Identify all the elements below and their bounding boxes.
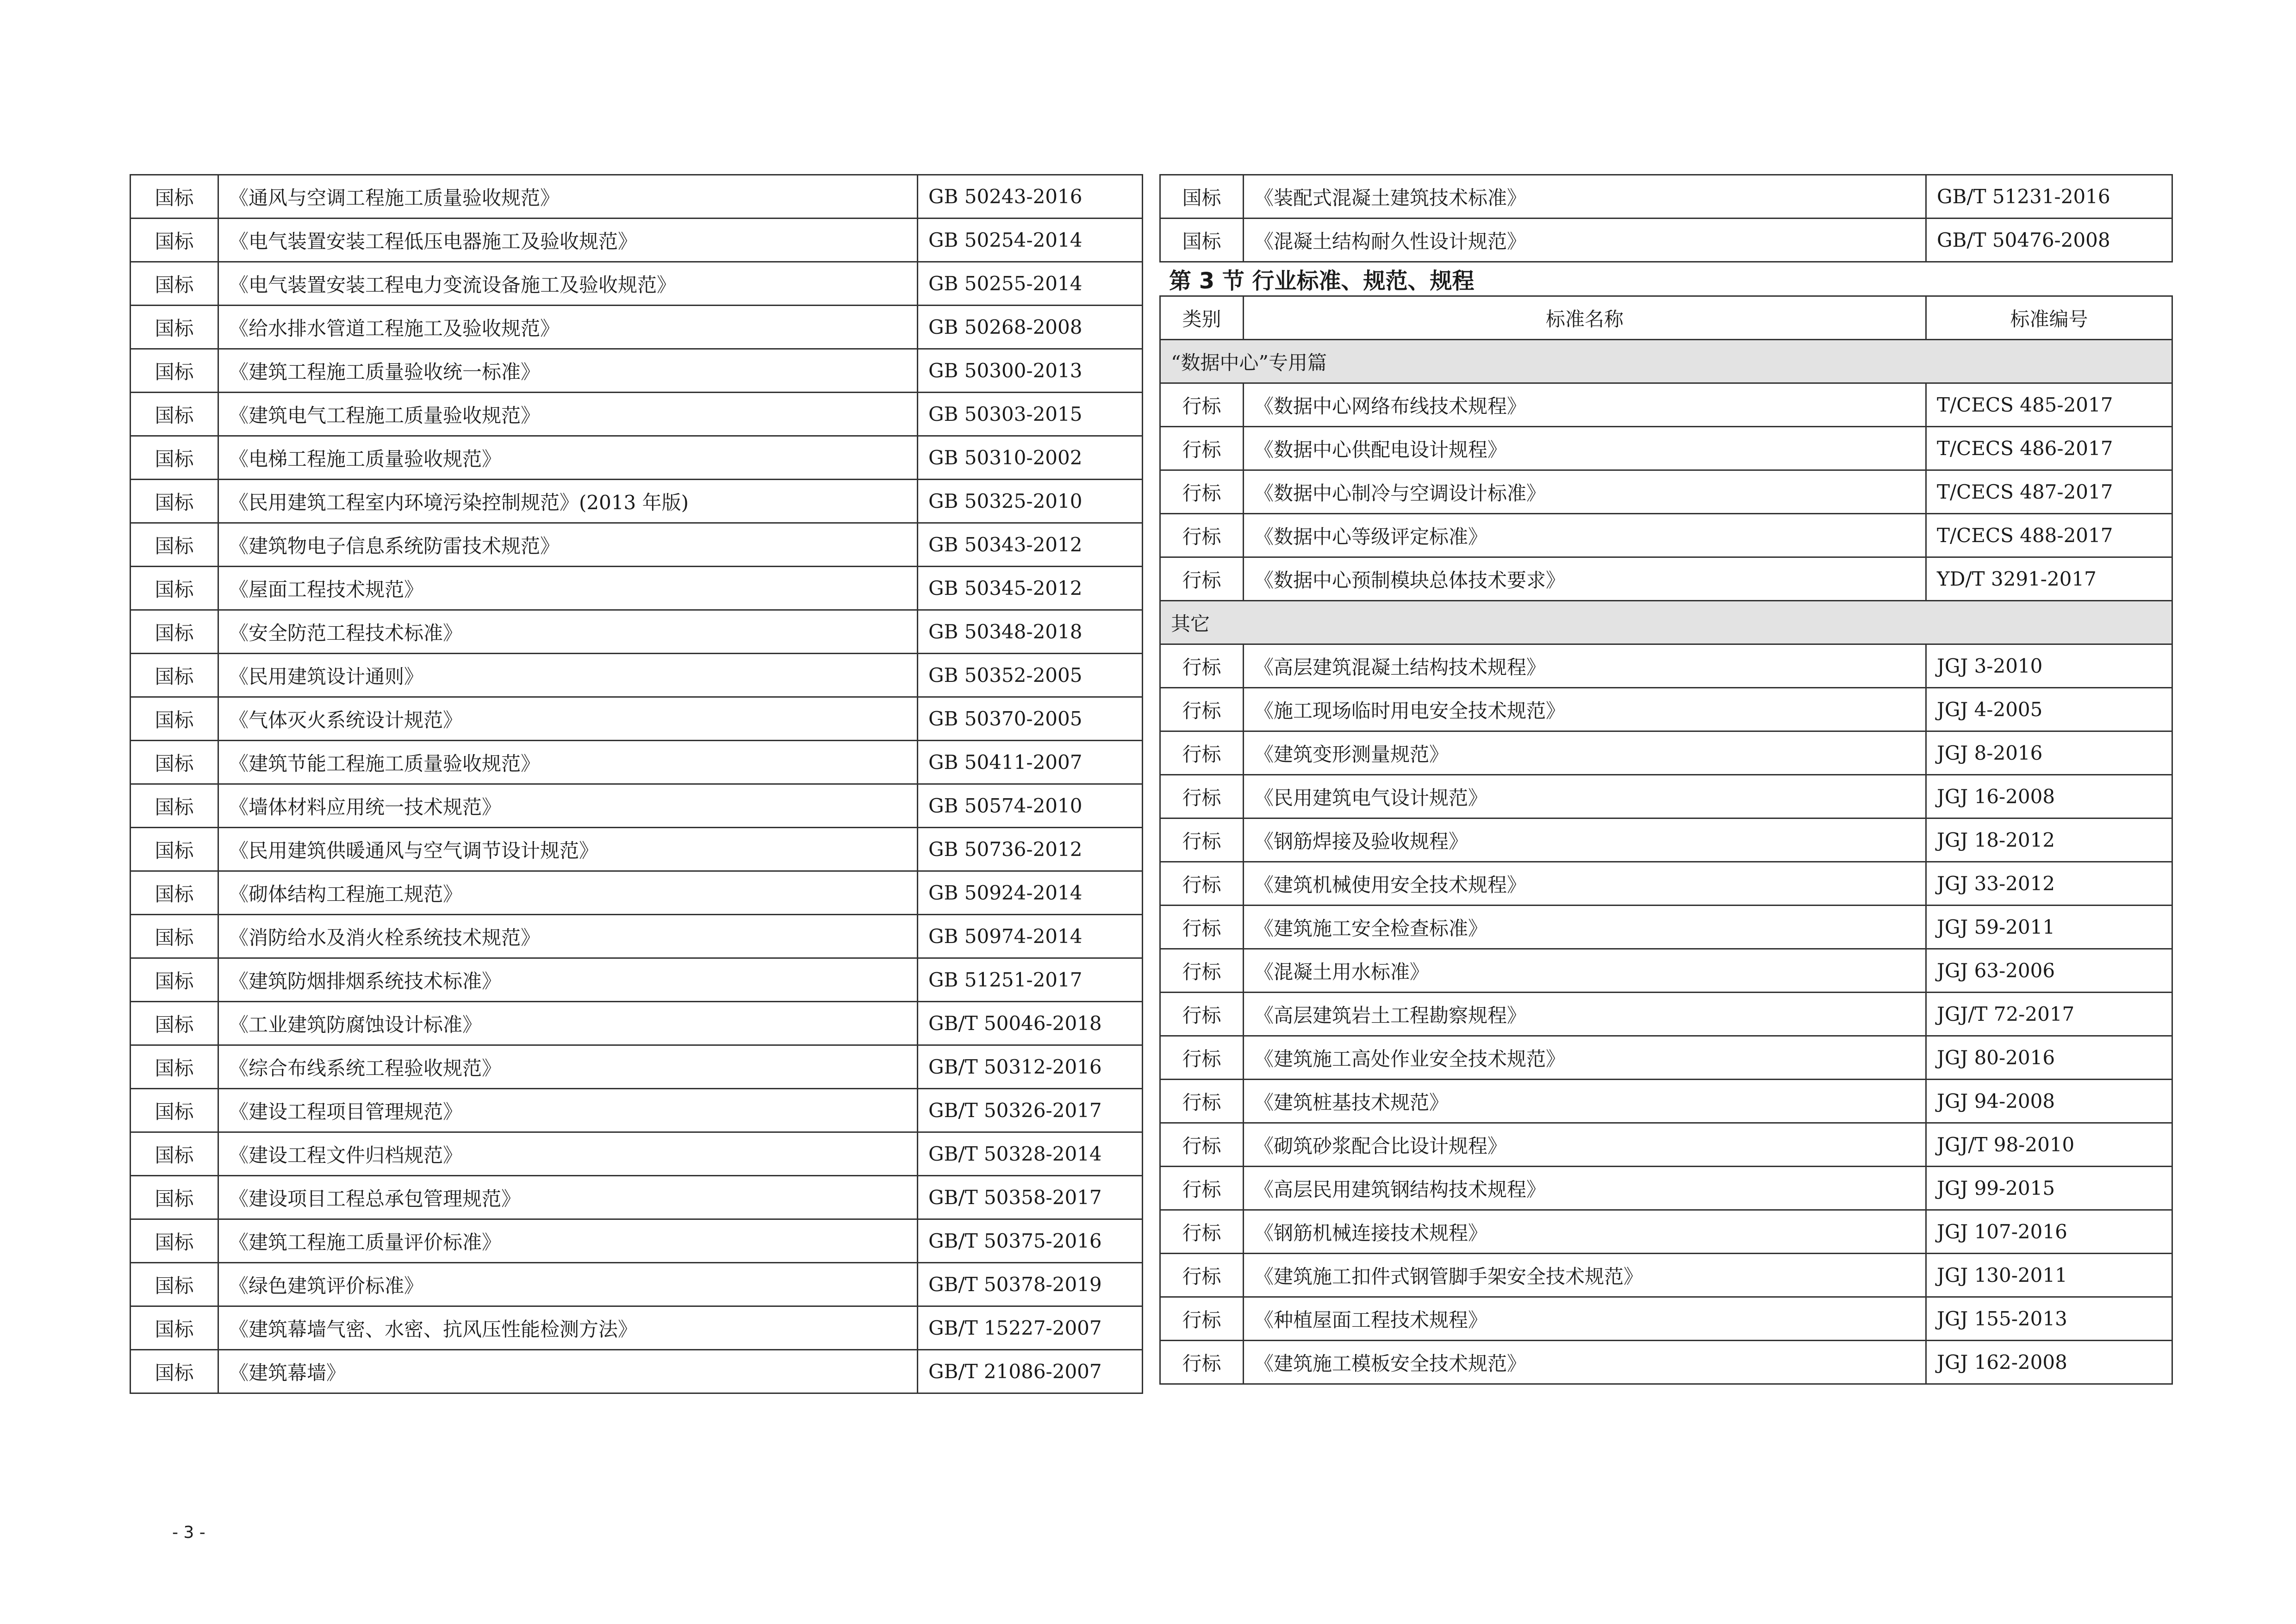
row-category: 国标: [131, 567, 218, 610]
table-row: [131, 610, 1143, 654]
row-standard-name: 《数据中心供配电设计规程》: [1244, 427, 1926, 470]
row-standard-code: JGJ 99-2015: [1926, 1167, 2172, 1210]
row-category: 行标: [1160, 1036, 1244, 1080]
row-standard-name: 《建筑施工安全检查标准》: [1244, 906, 1926, 949]
row-category: 国标: [131, 610, 218, 654]
table-row: [1160, 949, 2172, 993]
group-title: 其它: [1160, 601, 2172, 644]
row-standard-name: 《高层建筑混凝土结构技术规程》: [1244, 644, 1926, 688]
row-standard-name: 《工业建筑防腐蚀设计标准》: [218, 1002, 918, 1045]
row-standard-name: 《建筑电气工程施工质量验收规范》: [218, 393, 918, 436]
row-standard-code: GB 50303-2015: [918, 393, 1143, 436]
row-category: 行标: [1160, 1080, 1244, 1123]
table-row: [1160, 1254, 2172, 1297]
row-standard-name: 《墙体材料应用统一技术规范》: [218, 784, 918, 828]
row-standard-name: 《屋面工程技术规范》: [218, 567, 918, 610]
table-row: [131, 262, 1143, 306]
row-category: 国标: [131, 958, 218, 1002]
table-row: [1160, 1167, 2172, 1210]
row-standard-name: 《施工现场临时用电安全技术规范》: [1244, 688, 1926, 731]
row-category: 行标: [1160, 644, 1244, 688]
row-category: 国标: [131, 871, 218, 915]
row-standard-name: 《装配式混凝土建筑技术标准》: [1244, 175, 1926, 219]
table-row: [131, 523, 1143, 567]
row-standard-name: 《钢筋焊接及验收规程》: [1244, 818, 1926, 862]
row-category: 国标: [131, 654, 218, 697]
row-category: 行标: [1160, 514, 1244, 557]
row-standard-code: JGJ 63-2006: [1926, 949, 2172, 993]
row-standard-name: 《消防给水及消火栓系统技术规范》: [218, 915, 918, 958]
table-row: [1160, 1123, 2172, 1167]
row-category: 行标: [1160, 470, 1244, 514]
section-heading: 第 3 节 行业标准、规范、规程: [1169, 268, 1475, 294]
table-row: [131, 741, 1143, 784]
row-standard-name: 《建筑变形测量规范》: [1244, 731, 1926, 775]
table-row: [1160, 383, 2172, 427]
table-row: [1160, 993, 2172, 1036]
row-standard-name: 《电气装置安装工程电力变流设备施工及验收规范》: [218, 262, 918, 306]
table-row: [1160, 1080, 2172, 1123]
row-standard-code: GB/T 50328-2014: [918, 1132, 1143, 1176]
row-standard-name: 《建筑节能工程施工质量验收规范》: [218, 741, 918, 784]
table-row: [1160, 862, 2172, 906]
row-standard-code: GB 50352-2005: [918, 654, 1143, 697]
row-standard-code: GB 50974-2014: [918, 915, 1143, 958]
row-category: 行标: [1160, 557, 1244, 601]
table-row: [1160, 427, 2172, 470]
table-row: [131, 436, 1143, 480]
row-category: 行标: [1160, 993, 1244, 1036]
row-standard-code: GB 50243-2016: [918, 175, 1143, 219]
row-standard-code: JGJ 80-2016: [1926, 1036, 2172, 1080]
row-standard-code: JGJ/T 72-2017: [1926, 993, 2172, 1036]
row-standard-code: YD/T 3291-2017: [1926, 557, 2172, 601]
row-standard-name: 《数据中心网络布线技术规程》: [1244, 383, 1926, 427]
row-standard-code: JGJ 130-2011: [1926, 1254, 2172, 1297]
right-table-body: [1160, 340, 2172, 1384]
left-standards-table: [130, 174, 1143, 1394]
row-standard-code: GB/T 50326-2017: [918, 1089, 1143, 1132]
row-standard-code: GB/T 50046-2018: [918, 1002, 1143, 1045]
row-standard-code: GB/T 15227-2007: [918, 1306, 1143, 1350]
row-standard-name: 《砌筑砂浆配合比设计规程》: [1244, 1123, 1926, 1167]
row-standard-name: 《高层建筑岩土工程勘察规程》: [1244, 993, 1926, 1036]
row-category: 国标: [131, 436, 218, 480]
row-category: 国标: [131, 1089, 218, 1132]
row-category: 国标: [131, 1219, 218, 1263]
row-standard-name: 《建筑桩基技术规范》: [1244, 1080, 1926, 1123]
table-row: [1160, 557, 2172, 601]
table-row: [131, 1263, 1143, 1306]
table-row: [131, 915, 1143, 958]
table-row: [1160, 470, 2172, 514]
row-category: 国标: [131, 1176, 218, 1219]
row-standard-code: GB 50736-2012: [918, 828, 1143, 871]
table-row: [131, 697, 1143, 741]
row-category: 行标: [1160, 862, 1244, 906]
row-standard-name: 《建筑机械使用安全技术规程》: [1244, 862, 1926, 906]
table-row: [1160, 688, 2172, 731]
row-category: 国标: [131, 262, 218, 306]
table-row: [131, 1219, 1143, 1263]
row-standard-code: GB 50300-2013: [918, 349, 1143, 393]
row-standard-code: T/CECS 486-2017: [1926, 427, 2172, 470]
row-standard-name: 《民用建筑设计通则》: [218, 654, 918, 697]
table-row: [1160, 1210, 2172, 1254]
row-standard-name: 《数据中心等级评定标准》: [1244, 514, 1926, 557]
row-category: 国标: [131, 915, 218, 958]
table-row: [131, 219, 1143, 262]
row-standard-name: 《建筑工程施工质量评价标准》: [218, 1219, 918, 1263]
row-category: 国标: [131, 697, 218, 741]
row-standard-name: 《气体灭火系统设计规范》: [218, 697, 918, 741]
row-standard-code: JGJ 3-2010: [1926, 644, 2172, 688]
row-standard-name: 《建筑幕墙气密、水密、抗风压性能检测方法》: [218, 1306, 918, 1350]
row-standard-code: GB/T 51231-2016: [1926, 175, 2172, 219]
row-standard-code: T/CECS 488-2017: [1926, 514, 2172, 557]
group-title: “数据中心”专用篇: [1160, 340, 2172, 383]
row-standard-name: 《建筑施工高处作业安全技术规范》: [1244, 1036, 1926, 1080]
table-row: [131, 828, 1143, 871]
table-row: [1160, 775, 2172, 818]
row-standard-name: 《综合布线系统工程验收规范》: [218, 1045, 918, 1089]
table-row: [131, 175, 1143, 219]
row-standard-code: JGJ 18-2012: [1926, 818, 2172, 862]
header-code: 标准编号: [1926, 296, 2172, 340]
row-standard-name: 《混凝土用水标准》: [1244, 949, 1926, 993]
table-row: [131, 1002, 1143, 1045]
table-row: [131, 567, 1143, 610]
row-standard-name: 《电梯工程施工质量验收规范》: [218, 436, 918, 480]
row-standard-name: 《种植屋面工程技术规程》: [1244, 1297, 1926, 1341]
row-standard-code: GB 50370-2005: [918, 697, 1143, 741]
row-standard-name: 《民用建筑工程室内环境污染控制规范》(2013 年版): [218, 480, 918, 523]
row-category: 行标: [1160, 949, 1244, 993]
row-category: 国标: [131, 393, 218, 436]
row-standard-code: JGJ 33-2012: [1926, 862, 2172, 906]
row-standard-code: JGJ 107-2016: [1926, 1210, 2172, 1254]
table-row: [131, 1132, 1143, 1176]
table-row: [131, 958, 1143, 1002]
row-standard-code: GB 50345-2012: [918, 567, 1143, 610]
row-category: 国标: [1160, 175, 1244, 219]
row-category: 国标: [131, 219, 218, 262]
row-standard-name: 《建筑工程施工质量验收统一标准》: [218, 349, 918, 393]
table-row: [1160, 731, 2172, 775]
row-standard-code: GB 51251-2017: [918, 958, 1143, 1002]
row-standard-code: JGJ 16-2008: [1926, 775, 2172, 818]
header-category: 类别: [1160, 296, 1244, 340]
row-category: 国标: [131, 480, 218, 523]
row-category: 行标: [1160, 1123, 1244, 1167]
row-category: 行标: [1160, 775, 1244, 818]
right-top-table-body: [1160, 175, 2172, 262]
row-category: 行标: [1160, 818, 1244, 862]
row-category: 行标: [1160, 1167, 1244, 1210]
row-standard-code: GB 50924-2014: [918, 871, 1143, 915]
row-category: 国标: [131, 1263, 218, 1306]
row-category: 国标: [131, 1306, 218, 1350]
row-standard-name: 《建筑施工模板安全技术规范》: [1244, 1341, 1926, 1384]
row-category: 国标: [131, 1002, 218, 1045]
row-category: 国标: [131, 306, 218, 349]
row-standard-code: JGJ 8-2016: [1926, 731, 2172, 775]
row-category: 行标: [1160, 906, 1244, 949]
table-row: [131, 480, 1143, 523]
row-category: 行标: [1160, 1297, 1244, 1341]
table-row: [131, 349, 1143, 393]
row-standard-name: 《钢筋机械连接技术规程》: [1244, 1210, 1926, 1254]
row-standard-code: T/CECS 485-2017: [1926, 383, 2172, 427]
table-row: [131, 654, 1143, 697]
row-standard-code: JGJ 162-2008: [1926, 1341, 2172, 1384]
table-row: [131, 1045, 1143, 1089]
row-standard-name: 《民用建筑供暖通风与空气调节设计规范》: [218, 828, 918, 871]
industry-standards-table: [1159, 295, 2173, 1385]
row-category: 行标: [1160, 1341, 1244, 1384]
left-table-body: [131, 175, 1143, 1393]
row-category: 国标: [131, 828, 218, 871]
row-category: 国标: [131, 784, 218, 828]
page-number: - 3 -: [172, 1523, 205, 1542]
group-header-row: [1160, 601, 2172, 644]
row-standard-name: 《砌体结构工程施工规范》: [218, 871, 918, 915]
table-row: [1160, 644, 2172, 688]
row-category: 行标: [1160, 427, 1244, 470]
row-standard-name: 《绿色建筑评价标准》: [218, 1263, 918, 1306]
row-standard-name: 《建筑防烟排烟系统技术标准》: [218, 958, 918, 1002]
row-standard-name: 《建筑幕墙》: [218, 1350, 918, 1393]
table-row: [131, 784, 1143, 828]
row-category: 国标: [131, 1045, 218, 1089]
row-standard-name: 《建设项目工程总承包管理规范》: [218, 1176, 918, 1219]
row-category: 国标: [131, 523, 218, 567]
row-standard-code: JGJ 94-2008: [1926, 1080, 2172, 1123]
row-category: 行标: [1160, 383, 1244, 427]
row-category: 国标: [131, 349, 218, 393]
row-standard-code: GB/T 21086-2007: [918, 1350, 1143, 1393]
row-standard-code: GB 50343-2012: [918, 523, 1143, 567]
row-standard-name: 《民用建筑电气设计规范》: [1244, 775, 1926, 818]
table-row: [1160, 1341, 2172, 1384]
row-category: 国标: [131, 1132, 218, 1176]
row-standard-code: GB 50255-2014: [918, 262, 1143, 306]
row-category: 行标: [1160, 688, 1244, 731]
row-standard-name: 《建筑施工扣件式钢管脚手架安全技术规范》: [1244, 1254, 1926, 1297]
row-standard-code: GB 50411-2007: [918, 741, 1143, 784]
table-row: [1160, 514, 2172, 557]
row-standard-name: 《数据中心制冷与空调设计标准》: [1244, 470, 1926, 514]
row-standard-code: GB 50348-2018: [918, 610, 1143, 654]
table-row: [1160, 906, 2172, 949]
table-row: [131, 1176, 1143, 1219]
right-top-standards-table: [1159, 174, 2173, 262]
table-row: [1160, 1297, 2172, 1341]
table-header: [1160, 296, 2172, 340]
row-standard-name: 《建设工程项目管理规范》: [218, 1089, 918, 1132]
table-row: [131, 871, 1143, 915]
table-row: [131, 1089, 1143, 1132]
row-standard-name: 《高层民用建筑钢结构技术规程》: [1244, 1167, 1926, 1210]
row-standard-code: JGJ 155-2013: [1926, 1297, 2172, 1341]
group-header-row: [1160, 340, 2172, 383]
row-standard-code: JGJ 59-2011: [1926, 906, 2172, 949]
row-standard-name: 《数据中心预制模块总体技术要求》: [1244, 557, 1926, 601]
row-category: 行标: [1160, 1254, 1244, 1297]
row-standard-code: GB/T 50375-2016: [918, 1219, 1143, 1263]
row-standard-code: JGJ 4-2005: [1926, 688, 2172, 731]
table-row: [131, 393, 1143, 436]
row-category: 国标: [131, 175, 218, 219]
table-row: [131, 306, 1143, 349]
row-category: 国标: [1160, 219, 1244, 262]
row-standard-name: 《安全防范工程技术标准》: [218, 610, 918, 654]
row-standard-name: 《混凝土结构耐久性设计规范》: [1244, 219, 1926, 262]
table-row: [131, 1306, 1143, 1350]
row-standard-code: GB/T 50312-2016: [918, 1045, 1143, 1089]
table-header-row: [1160, 296, 2172, 340]
row-standard-name: 《电气装置安装工程低压电器施工及验收规范》: [218, 219, 918, 262]
row-standard-code: GB/T 50476-2008: [1926, 219, 2172, 262]
row-standard-name: 《建筑物电子信息系统防雷技术规范》: [218, 523, 918, 567]
row-standard-code: JGJ/T 98-2010: [1926, 1123, 2172, 1167]
row-standard-code: GB 50254-2014: [918, 219, 1143, 262]
row-standard-code: GB/T 50378-2019: [918, 1263, 1143, 1306]
row-category: 行标: [1160, 731, 1244, 775]
row-category: 国标: [131, 1350, 218, 1393]
table-row: [1160, 1036, 2172, 1080]
row-standard-code: GB 50268-2008: [918, 306, 1143, 349]
row-standard-code: GB/T 50358-2017: [918, 1176, 1143, 1219]
table-row: [1160, 818, 2172, 862]
row-category: 行标: [1160, 1210, 1244, 1254]
row-standard-code: GB 50310-2002: [918, 436, 1143, 480]
row-standard-name: 《给水排水管道工程施工及验收规范》: [218, 306, 918, 349]
row-standard-name: 《通风与空调工程施工质量验收规范》: [218, 175, 918, 219]
table-row: [131, 1350, 1143, 1393]
row-category: 国标: [131, 741, 218, 784]
row-standard-code: GB 50574-2010: [918, 784, 1143, 828]
row-standard-code: GB 50325-2010: [918, 480, 1143, 523]
header-name: 标准名称: [1244, 296, 1926, 340]
table-row: [1160, 219, 2172, 262]
row-standard-name: 《建设工程文件归档规范》: [218, 1132, 918, 1176]
table-row: [1160, 175, 2172, 219]
row-standard-code: T/CECS 487-2017: [1926, 470, 2172, 514]
